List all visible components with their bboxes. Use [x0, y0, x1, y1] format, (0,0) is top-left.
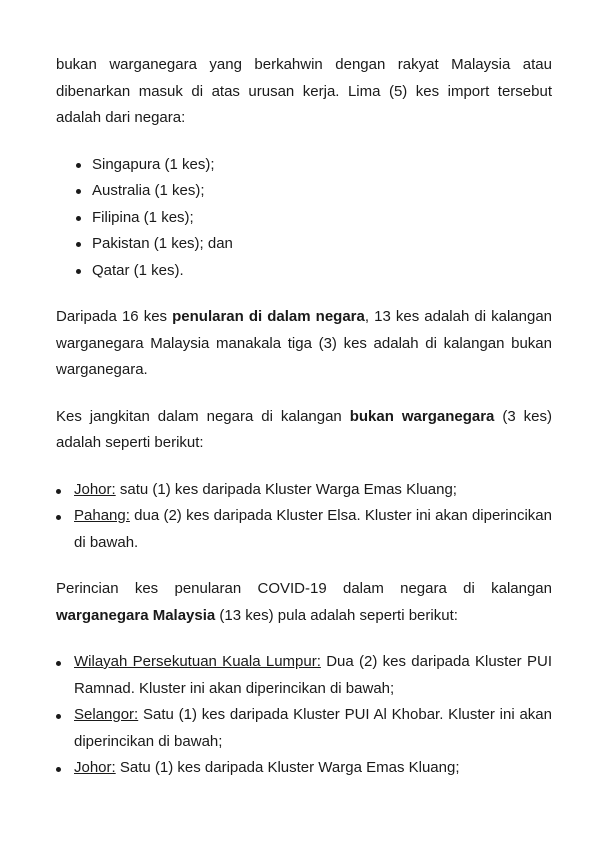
list-item	[56, 649, 552, 702]
document-page	[56, 52, 552, 802]
list-item: Qatar (1 kes).	[76, 258, 552, 285]
text-run: Daripada 16 kes	[56, 308, 173, 325]
state-label: Selangor:	[74, 706, 139, 723]
paragraph-local-transmission	[56, 304, 552, 384]
text-run: Kes jangkitan dalam negara di kalangan	[56, 407, 350, 425]
text-run: , 13 kes adalah di kalangan warganegara Malaysia manakala tiga (3) kes adalah di kalangan bukan warganegara.	[56, 308, 553, 378]
list-item: Australia (1 kes);	[76, 178, 552, 205]
non-citizen-case-list	[56, 477, 552, 557]
text-run: (3 kes) adalah seperti berikut:	[56, 407, 552, 451]
state-label: Johor:	[74, 759, 116, 776]
bold-text: bukan warganegara	[349, 407, 495, 425]
case-text: Satu (1) kes daripada Kluster Warga Emas Kluang;	[115, 759, 460, 776]
list-item	[56, 477, 552, 504]
state-label: Johor:	[74, 480, 116, 498]
list-item: Pakistan (1 kes); dan	[76, 231, 552, 258]
paragraph-import-intro: bukan warganegara yang berkahwin dengan rakyat Malaysia atau dibenarkan masuk di atas urusan kerja. Lima (5) kes import tersebut adalah dari negara:	[56, 56, 552, 126]
case-text: satu (1) kes daripada Kluster Warga Emas Kluang;	[115, 480, 457, 498]
case-text: dua (2) kes daripada Kluster Elsa. Kluster ini akan diperincikan di bawah.	[74, 507, 552, 551]
list-item: Singapura (1 kes);	[76, 152, 552, 179]
state-label: Pahang:	[74, 507, 130, 524]
paragraph-non-citizen-intro	[56, 404, 552, 457]
list-item	[56, 702, 552, 755]
case-text: Dua (2) kes daripada Kluster PUI Ramnad. Kluster ini akan diperincikan di bawah;	[74, 653, 552, 697]
state-label: Wilayah Persekutuan Kuala Lumpur:	[74, 653, 321, 670]
list-item: Filipina (1 kes);	[76, 205, 552, 232]
paragraph-citizen-intro	[56, 576, 552, 629]
case-text: Satu (1) kes daripada Kluster PUI Al Khobar. Kluster ini akan diperincikan di bawah;	[74, 706, 552, 750]
bold-text: penularan di dalam negara	[172, 308, 365, 325]
citizen-case-list	[56, 649, 552, 782]
bold-text: warganegara Malaysia	[56, 606, 216, 624]
list-item	[56, 755, 552, 782]
import-country-list	[76, 152, 552, 285]
text-run: (13 kes) pula adalah seperti berikut:	[215, 606, 458, 624]
text-run: Perincian kes penularan COVID-19 dalam negara di kalangan	[56, 580, 552, 597]
list-item	[56, 503, 552, 556]
